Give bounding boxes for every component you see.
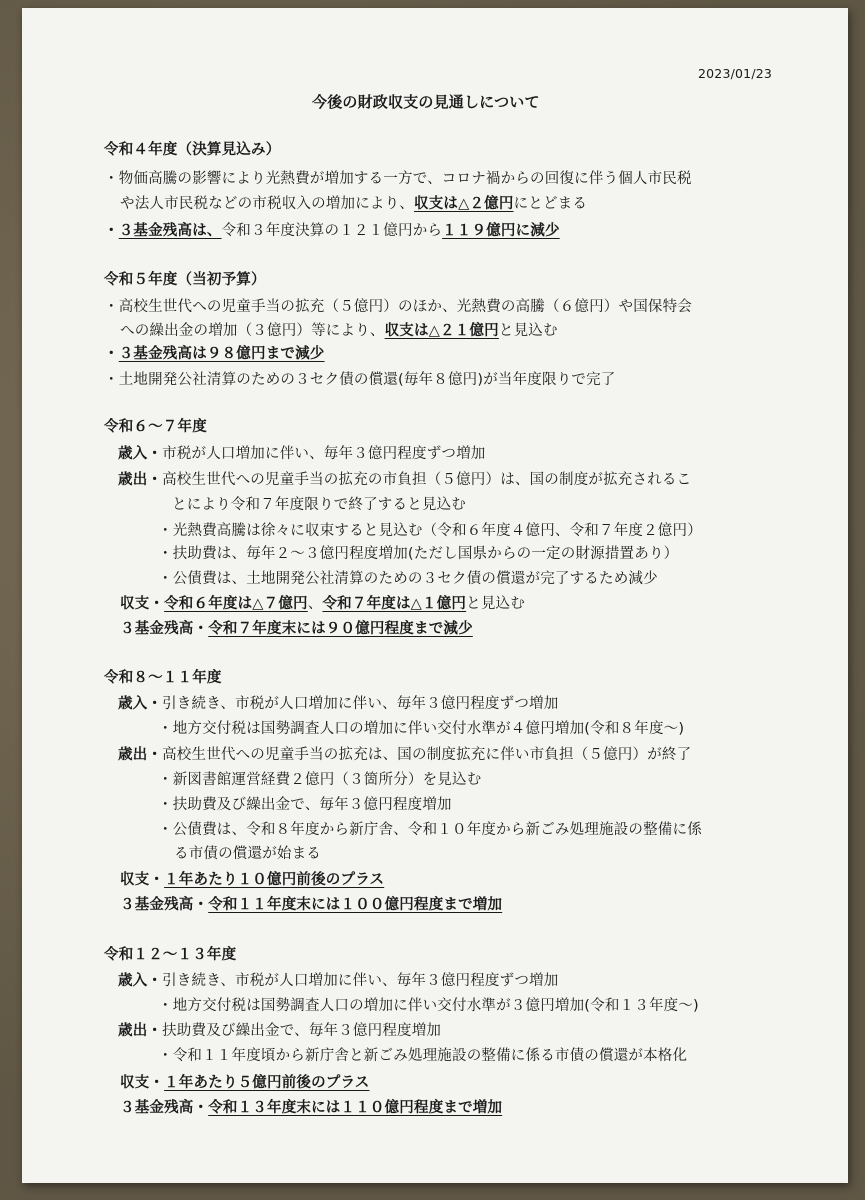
text-run: とにより令和７年度限りで終了すると見込む bbox=[172, 497, 466, 513]
emphasized-text: 令和１１年度末には１００億円程度まで増加 bbox=[208, 897, 503, 913]
text-run: 引き続き、市税が人口増加に伴い、毎年３億円程度ずつ増加 bbox=[162, 973, 559, 989]
body-line bbox=[158, 1046, 687, 1066]
text-run: 歳出・ bbox=[118, 1023, 163, 1039]
text-run: ・地方交付税は国勢調査人口の増加に伴い交付水準が４億円増加(令和８年度～) bbox=[158, 721, 685, 737]
body-line bbox=[172, 495, 466, 515]
body-line bbox=[158, 820, 702, 840]
body-line bbox=[158, 521, 702, 541]
text-run: にとどまる bbox=[513, 196, 588, 212]
body-line bbox=[158, 719, 684, 739]
section-heading bbox=[104, 417, 207, 437]
text-run: 令和３年度決算の１２１億円から bbox=[221, 223, 443, 239]
emphasized-text: 令和７年度末には９０億円程度まで減少 bbox=[208, 621, 473, 637]
body-line bbox=[104, 370, 616, 390]
text-run: 引き続き、市税が人口増加に伴い、毎年３億円程度ずつ増加 bbox=[162, 696, 559, 712]
text-run: ・物価高騰の影響により光熱費が増加する一方で、コロナ禍からの回復に伴う個人市民税 bbox=[104, 171, 692, 187]
body-line bbox=[158, 569, 658, 589]
body-line bbox=[158, 795, 452, 815]
text-run: 収支・ bbox=[120, 1075, 165, 1091]
section-heading bbox=[104, 945, 236, 965]
body-line bbox=[120, 1073, 369, 1093]
body-line bbox=[118, 971, 558, 991]
body-line bbox=[104, 297, 692, 317]
body-line bbox=[174, 844, 321, 864]
emphasized-text: 収支は△２１億円 bbox=[384, 323, 499, 339]
text-run: ・公債費は、土地開発公社清算のための３セク債の償還が完了するため減少 bbox=[158, 571, 658, 587]
document-title: 今後の財政収支の見通しについて bbox=[312, 93, 540, 111]
text-run: ・扶助費は、毎年２～３億円程度増加(ただし国県からの一定の財源措置あり） bbox=[158, 546, 679, 562]
text-run: 令和１２～１３年度 bbox=[104, 947, 237, 963]
text-run: ・光熱費高騰は徐々に収束すると見込む（令和６年度４億円、令和７年度２億円） bbox=[158, 523, 702, 539]
body-line bbox=[118, 444, 486, 464]
emphasized-text: 令和６年度は△７億円 bbox=[164, 596, 308, 612]
text-run: る市債の償還が始まる bbox=[174, 846, 321, 862]
text-run: 歳入・ bbox=[118, 696, 163, 712]
text-run: ・地方交付税は国勢調査人口の増加に伴い交付水準が３億円増加(令和１３年度～) bbox=[158, 998, 699, 1014]
text-run: ・ bbox=[104, 223, 119, 239]
body-line bbox=[118, 470, 691, 490]
body-line bbox=[158, 544, 678, 564]
emphasized-text: １１９億円に減少 bbox=[442, 223, 560, 239]
text-run: ・新図書館運営経費２億円（３箇所分）を見込む bbox=[158, 772, 482, 788]
body-line bbox=[120, 594, 525, 614]
text-run: 収支・ bbox=[120, 596, 165, 612]
text-run: ・公債費は、令和８年度から新庁舎、令和１０年度から新ごみ処理施設の整備に係 bbox=[158, 822, 702, 838]
document-date: 2023/01/23 bbox=[698, 66, 773, 81]
body-line bbox=[158, 996, 699, 1016]
text-run: と見込む bbox=[466, 596, 525, 612]
body-line bbox=[118, 1021, 441, 1041]
section-heading bbox=[104, 668, 222, 688]
text-run: 歳出・ bbox=[118, 747, 163, 763]
text-run: 収支・ bbox=[120, 872, 165, 888]
text-run: 扶助費及び繰出金で、毎年３億円程度増加 bbox=[162, 1023, 442, 1039]
body-line bbox=[118, 745, 691, 765]
text-run: 令和５年度（当初予算） bbox=[104, 272, 266, 288]
text-run: ３基金残高・ bbox=[120, 621, 209, 637]
body-line bbox=[104, 221, 560, 241]
body-line bbox=[120, 895, 502, 915]
text-run: 歳入・ bbox=[118, 446, 163, 462]
body-line bbox=[118, 694, 558, 714]
text-run: や法人市民税などの市税収入の増加により、 bbox=[120, 196, 414, 212]
emphasized-text: １年あたり５億円前後のプラス bbox=[164, 1075, 370, 1091]
text-run: 歳出・ bbox=[118, 472, 163, 488]
body-line bbox=[158, 770, 481, 790]
section-heading bbox=[104, 140, 280, 160]
text-run: ・高校生世代への児童手当の拡充（５億円）のほか、光熱費の高騰（６億円）や国保特会 bbox=[104, 299, 692, 315]
text-run: ・令和１１年度頃から新庁舎と新ごみ処理施設の整備に係る市債の償還が本格化 bbox=[158, 1048, 688, 1064]
emphasized-text: ３基金残高は、 bbox=[118, 223, 222, 239]
emphasized-text: 令和７年度は△１億円 bbox=[322, 596, 467, 612]
emphasized-text: ３基金残高は９８億円まで減少 bbox=[118, 346, 325, 362]
text-run: 令和６～７年度 bbox=[104, 419, 207, 435]
body-line bbox=[104, 344, 325, 364]
body-line bbox=[120, 619, 473, 639]
text-run: ３基金残高・ bbox=[120, 1100, 209, 1116]
emphasized-text: 収支は△２億円 bbox=[414, 196, 514, 212]
body-line bbox=[120, 194, 587, 214]
emphasized-text: 令和１３年度末には１１０億円程度まで増加 bbox=[208, 1100, 503, 1116]
body-line bbox=[104, 169, 692, 189]
body-line bbox=[120, 870, 384, 890]
text-run: ３基金残高・ bbox=[120, 897, 209, 913]
section-heading bbox=[104, 270, 266, 290]
text-run: 高校生世代への児童手当の拡充は、国の制度拡充に伴い市負担（５億円）が終了 bbox=[162, 747, 692, 763]
emphasized-text: １年あたり１０億円前後のプラス bbox=[164, 872, 385, 888]
text-run: 市税が人口増加に伴い、毎年３億円程度ずつ増加 bbox=[162, 446, 486, 462]
text-run: 令和４年度（決算見込み） bbox=[104, 142, 281, 158]
text-run: への繰出金の増加（３億円）等により、 bbox=[120, 323, 385, 339]
text-run: ・ bbox=[104, 346, 119, 362]
text-run: と見込む bbox=[498, 323, 558, 339]
body-line bbox=[120, 1098, 502, 1118]
text-run: ・扶助費及び繰出金で、毎年３億円程度増加 bbox=[158, 797, 452, 813]
document-page bbox=[22, 8, 848, 1183]
text-run: ・土地開発公社清算のための３セク債の償還(毎年８億円)が当年度限りで完了 bbox=[104, 372, 616, 388]
text-run: 、 bbox=[307, 596, 323, 612]
text-run: 高校生世代への児童手当の拡充の市負担（５億円）は、国の制度が拡充されるこ bbox=[162, 472, 692, 488]
text-run: 令和８～１１年度 bbox=[104, 670, 222, 686]
text-run: 歳入・ bbox=[118, 973, 163, 989]
body-line bbox=[120, 321, 558, 341]
